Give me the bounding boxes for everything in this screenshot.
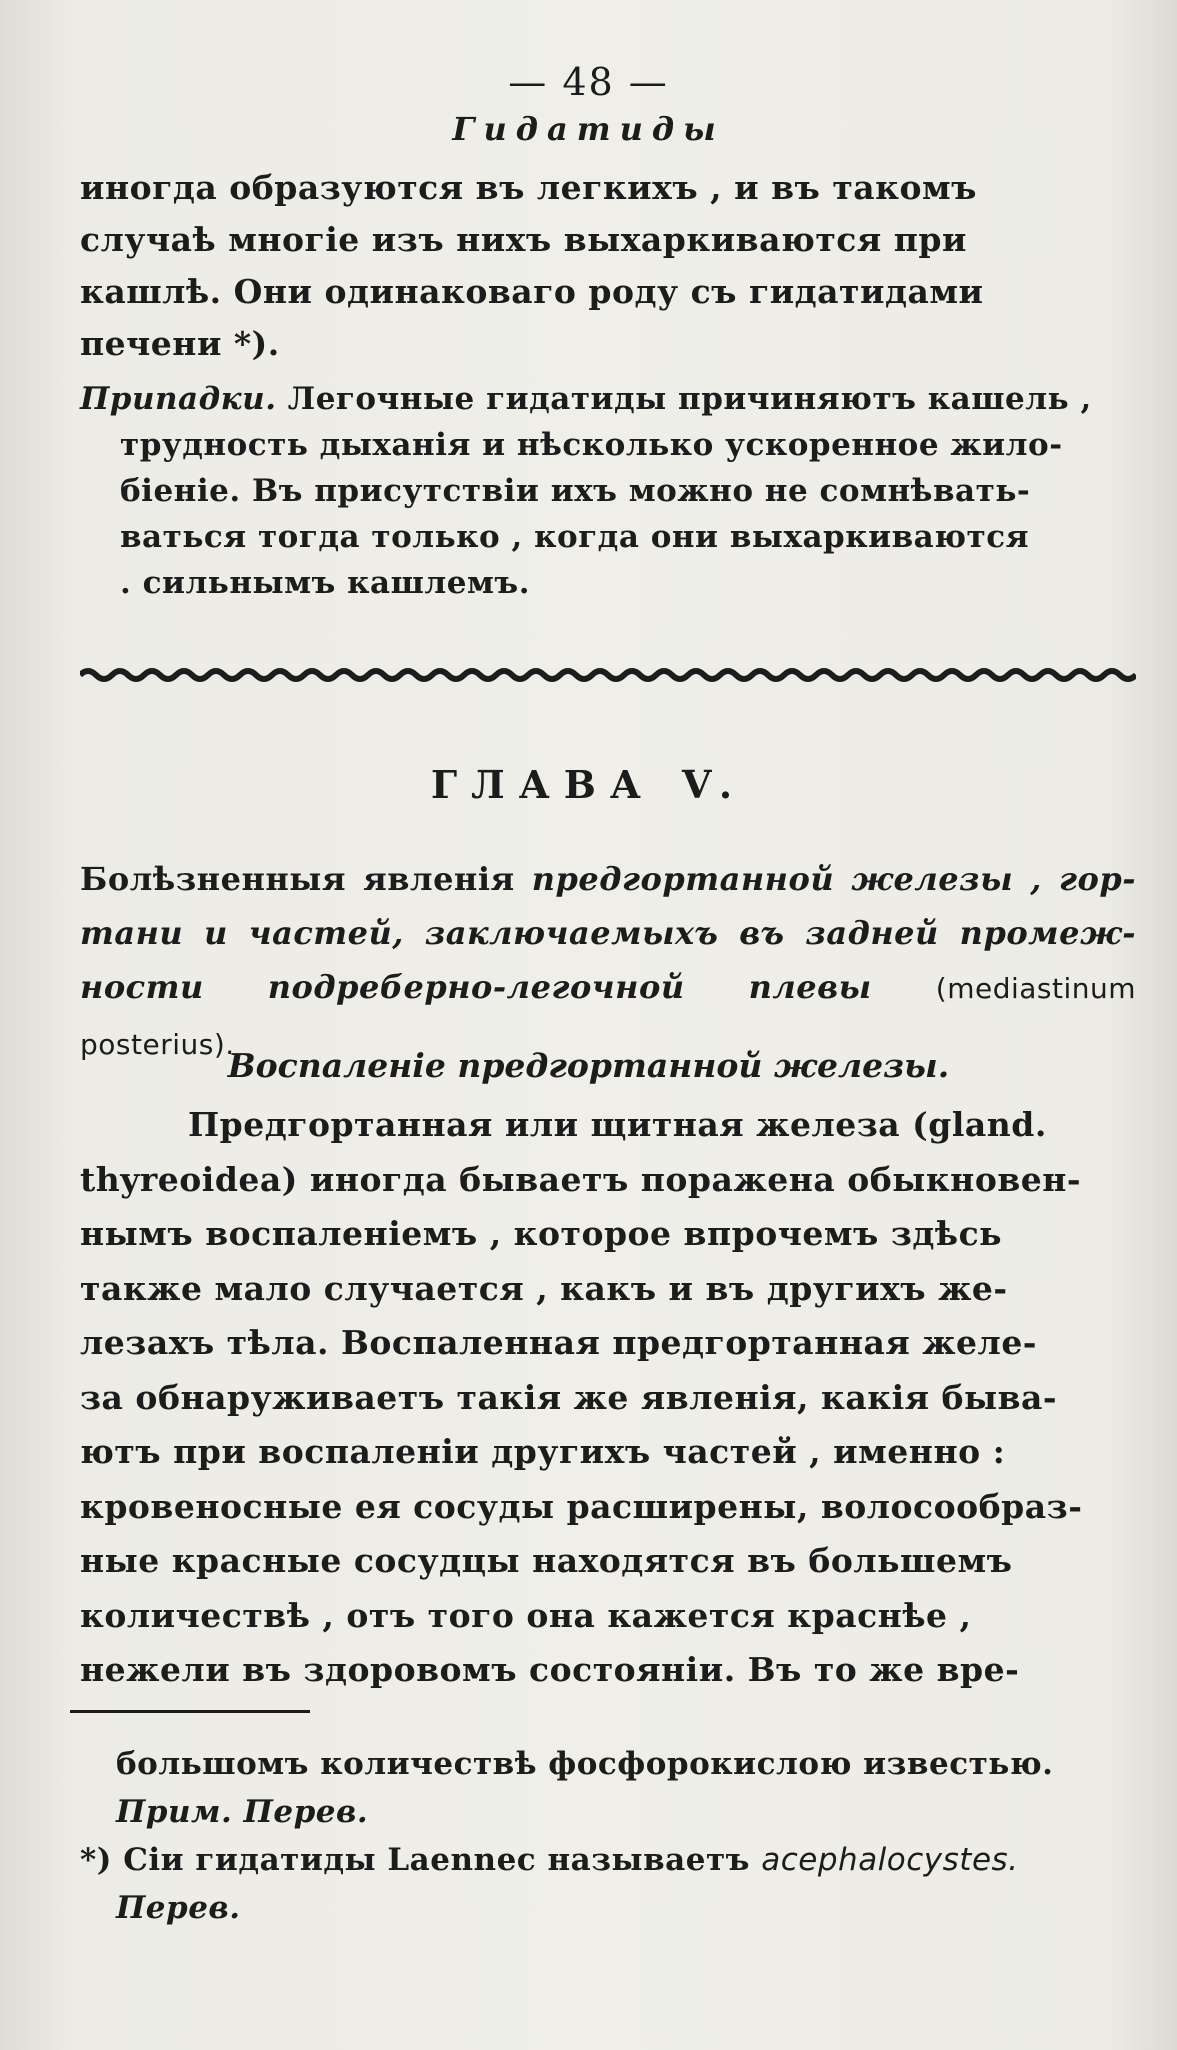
- footnote-latin: acephalocystes.: [761, 1842, 1019, 1878]
- symptoms-label: Припадки.: [80, 381, 277, 417]
- chapter-desc-italic: ности подреберно-легочной плевы: [80, 968, 872, 1006]
- text-line: за обнаруживаетъ такія же явленія, какія быва-: [80, 1377, 1058, 1417]
- text-line: количествѣ , отъ того она кажется краснѣе ,: [80, 1595, 972, 1635]
- main-paragraph: [80, 1098, 1136, 1698]
- footnote-continued-note: Прим. Перев.: [116, 1794, 369, 1830]
- text-line: Легочные гидатиды причиняютъ кашель ,: [287, 381, 1092, 417]
- footnote-continued-line: большомъ количествѣ фосфорокислою известью.: [116, 1746, 1054, 1782]
- text-line: ные красные сосудцы находятся въ большемъ: [80, 1541, 1013, 1580]
- text-line: кашлѣ. Они одинаковаго роду съ гидатидами: [80, 272, 984, 311]
- chapter-desc-plain: Болѣзненныя явленія: [80, 860, 515, 898]
- text-line: случаѣ многіе изъ нихъ выхаркиваются при: [80, 220, 967, 259]
- chapter-desc-italic: предгортанной железы , гор-: [531, 860, 1137, 898]
- chapter-desc-italic: тани и частей, заключаемыхъ въ задней промеж-: [80, 914, 1136, 952]
- section-title: Воспаленіе предгортанной железы.: [227, 1046, 950, 1085]
- footnotes: [80, 1740, 1136, 1932]
- text-line: ютъ при воспаленіи другихъ частей , именно :: [80, 1432, 1006, 1471]
- footnote-note: Перев.: [116, 1890, 241, 1926]
- chapter-desc-latin: (mediastinum posterius).: [80, 972, 1137, 1061]
- chapter-description: [80, 852, 1136, 1072]
- running-head: Гидатиды: [452, 110, 725, 148]
- text-line: thyreoidea) иногда бываетъ поражена обыкновен-: [80, 1159, 1082, 1199]
- page-number: — 48 —: [508, 60, 669, 104]
- text-line: иногда образуются въ легкихъ , и въ такомъ: [80, 168, 977, 207]
- text-line: кровеносные ея сосуды расширены, волосообраз-: [80, 1486, 1083, 1526]
- text-line: біеніе. Въ присутствіи ихъ можно не сомнѣвать-: [120, 473, 1031, 509]
- text-line: нежели въ здоровомъ состояніи. Въ то же вре-: [80, 1650, 1020, 1689]
- text-line: также мало случается , какъ и въ другихъ же-: [80, 1268, 1008, 1308]
- text-line: печени *).: [80, 324, 280, 363]
- footnote-divider: [70, 1710, 310, 1713]
- footnote-marker: *): [80, 1842, 112, 1878]
- text-line: трудность дыханія и нѣсколько ускоренное жило-: [120, 427, 1063, 463]
- ornamental-divider: [80, 664, 1136, 686]
- text-line: ваться тогда только , когда они выхаркиваются: [120, 519, 1029, 555]
- text-line: Предгортанная или щитная железа (gland.: [188, 1105, 1047, 1144]
- footnote-text: Сіи гидатиды Laennec называетъ: [123, 1842, 750, 1878]
- text-line: . сильнымъ кашлемъ.: [120, 565, 530, 601]
- text-line: лезахъ тѣла. Воспаленная предгортанная желе-: [80, 1323, 1038, 1362]
- text-line: нымъ воспаленіемъ , которое впрочемъ здѣсь: [80, 1214, 1003, 1253]
- paragraph-continuation: [80, 162, 1136, 370]
- symptoms-paragraph: [80, 376, 1136, 606]
- chapter-title: ГЛАВА V.: [430, 762, 747, 807]
